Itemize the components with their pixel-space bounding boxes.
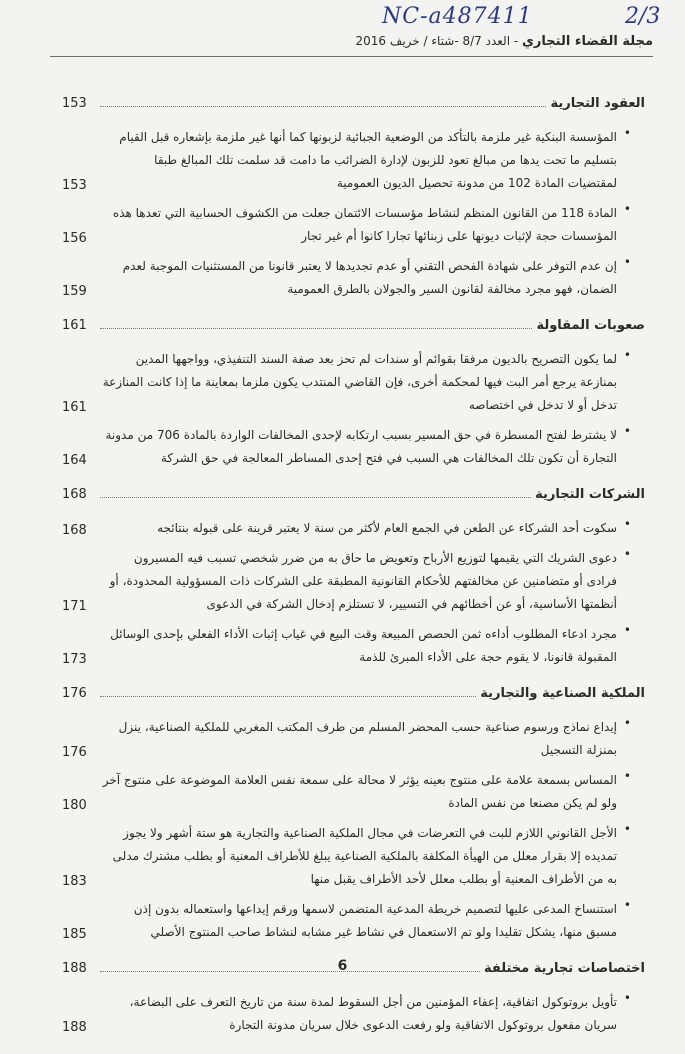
entry-text: تأويل بروتوكول اتفاقية، إعفاء المؤمنين من أجل السقوط لمدة سنة من تاريخ التعرف على البضاعة، سريان مفعول بروتوكول الاتفاقية ولو رفعت الدعوى خلال سريان مدونة التجارة: [129, 995, 617, 1032]
section-page-number: 153: [62, 96, 87, 111]
journal-title: مجلة القضاء التجاري: [522, 34, 653, 49]
toc-section: [62, 487, 645, 686]
entry-page-number: 159: [62, 284, 87, 299]
entry-text: دعوى الشريك التي يقيمها لتوزيع الأرباح وتعويض ما حاق به من ضرر شخصي تسبب فيه المسيرون فرادى أو متضامنين عن مخالفتهم للأحكام القانونية المطبقة على الشركات ذات المسؤولية المحدودة، أو أنظمتها الأساسية، أو عن أخطائهم في التسيير، لا تستلزم إدخال الشركة في الدعوى: [109, 551, 617, 611]
entry-text: سكوت أحد الشركاء عن الطعن في الجمع العام لأكثر من سنة لا يعتبر قرينة على قبوله بنتائجه: [157, 521, 617, 535]
toc-entry: [62, 202, 645, 248]
toc-section: [62, 961, 645, 1054]
section-page-number: 168: [62, 487, 87, 502]
toc-entry: [62, 424, 645, 470]
entry-page-number: 164: [62, 453, 87, 468]
entry-page-number: 161: [62, 400, 87, 415]
entry-text: إن عدم التوفر على شهادة الفحص التقني أو عدم تجديدها لا يعتبر قانونا من المستثنيات الموجبة لعدم الضمان، فهو مجرد مخالفة لقانون السير والجولان بالطرق العمومية: [122, 259, 617, 296]
entry-text: استنساخ المدعى عليها لتصميم خريطة المدعية المتضمن لاسمها ورقم إيداعها واستعماله بدون إذن مسبق منها، يشكل تقليدا ولو تم الاستعمال في نشاط غير مشابه لنشاط صاحب المنتوج الأصلي: [133, 902, 617, 939]
section-title: الملكية الصناعية والتجارية: [480, 686, 645, 701]
issue-info: - العدد 8/7 -شتاء / خريف 2016: [355, 34, 519, 48]
section-title: الشركات التجارية: [535, 487, 645, 502]
entry-text: المؤسسة البنكية غير ملزمة بالتأكد من الوضعية الجبائية لزبونها كما أنها غير ملزمة بإشعاره قبل القيام بتسليم ما تحت يدها من مبالغ تعود للزبون لإدارة الضرائب ما دامت قد سلمت تلك المبالغ طبقا لمقتضيات المادة 102 من مدونة تحصيل الديون العمومية: [119, 130, 617, 190]
toc-entry: [62, 348, 645, 417]
entry-page-number: 171: [62, 599, 87, 614]
entry-text: مجرد ادعاء المطلوب أداءه ثمن الحصص المبيعة وقت البيع في غياب إثبات الأداء الفعلي بإحدى الوسائل المقبولة قانونا، لا يقوم حجة على الأداء المبرئ للذمة: [110, 627, 617, 664]
entry-text: المادة 118 من القانون المنظم لنشاط مؤسسات الائتمان جعلت من الكشوف الحسابية التي تعدها هذه المؤسسات حجة لإثبات ديونها على زبنائها تجارا كانوا أم غير تجار: [112, 206, 617, 243]
entry-page-number: 185: [62, 927, 87, 942]
toc-section: [62, 96, 645, 318]
section-page-number: 176: [62, 686, 87, 701]
toc-entry: [62, 822, 645, 891]
toc-section: [62, 318, 645, 487]
toc-entry: [62, 255, 645, 301]
entry-text: المساس بسمعة علامة على منتوج بعينه يؤثر لا محالة على سمعة نفس العلامة الموضوعة على منتوج آخر ولو لم يكن مصنعا من نفس المادة: [102, 773, 617, 810]
toc-entry: [62, 769, 645, 815]
dot-leader: [100, 497, 531, 498]
toc-entry: [62, 716, 645, 762]
toc-entry: [62, 991, 645, 1037]
entry-page-number: 188: [62, 1020, 87, 1035]
section-heading: [62, 487, 645, 511]
table-of-contents: [62, 96, 645, 1054]
handwritten-page-fraction: 2/3: [625, 4, 661, 29]
toc-entry: [62, 623, 645, 669]
dot-leader: [100, 328, 532, 329]
dot-leader: [100, 696, 476, 697]
section-title: العقود التجارية: [550, 96, 645, 111]
running-header: [50, 34, 653, 57]
entry-page-number: 173: [62, 652, 87, 667]
entry-page-number: 183: [62, 874, 87, 889]
section-title: صعوبات المقاولة: [536, 318, 645, 333]
entry-text: إيداع نماذج ورسوم صناعية حسب المحضر المسلم من طرف المكتب المغربي للملكية الصناعية، ينزل بمنزلة التسجيل: [118, 720, 617, 757]
toc-entry: [62, 126, 645, 195]
section-heading: [62, 96, 645, 120]
entry-page-number: 168: [62, 523, 87, 538]
entry-page-number: 176: [62, 745, 87, 760]
toc-section: [62, 686, 645, 961]
dot-leader: [100, 106, 546, 107]
entry-text: لا يشترط لفتح المسطرة في حق المسير بسبب ارتكابه لإحدى المخالفات الواردة بالمادة 706 من مدونة التجارة أن تكون تلك المخالفات هي السبب في فتح إحدى المساطر المعالجة في حق الشركة: [105, 428, 617, 465]
entry-text: الأجل القانوني اللازم للبت في التعرضات في مجال الملكية الصناعية والتجارية هو ستة أشهر ولا يجوز تمديده إلا بقرار معلل من الهيأة المكلفة بالملكية الصناعية يبلغ للأطراف المعنية أو بطلب مشترك مدلى به من الأطراف المعنية أو بطلب معلل لأحد الأطراف يقبل منها: [112, 826, 617, 886]
section-heading: [62, 318, 645, 342]
section-heading: [62, 686, 645, 710]
entry-page-number: 156: [62, 231, 87, 246]
toc-entry: [62, 547, 645, 616]
entry-page-number: 180: [62, 798, 87, 813]
section-page-number: 188: [62, 961, 87, 976]
page-number: 6: [337, 958, 348, 974]
section-title: اختصاصات تجارية مختلفة: [483, 961, 645, 976]
entry-text: لما يكون التصريح بالديون مرفقا بقوائم أو سندات لم تحز بعد صفة السند التنفيذي، وواجهها المدين بمنازعة يرجع أمر البت فيها لمحكمة أخرى، فإن القاضي المنتدب يكون ملزما بمعاينة ما إذا كانت المنازعة تدخل أو لا تدخل في اختصاصه: [102, 352, 617, 412]
section-page-number: 161: [62, 318, 87, 333]
entry-page-number: 153: [62, 178, 87, 193]
handwritten-reference-code: NC-a487411: [382, 4, 533, 29]
toc-entry: [62, 517, 645, 540]
toc-entry: [62, 898, 645, 944]
